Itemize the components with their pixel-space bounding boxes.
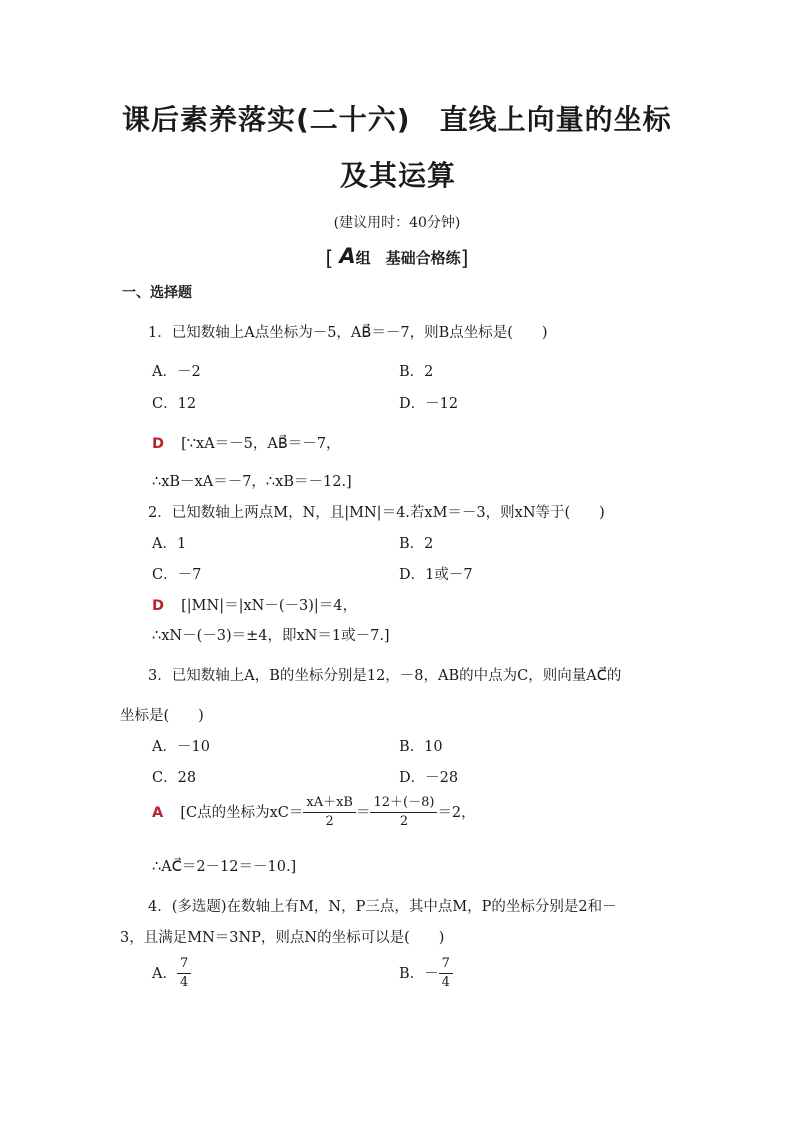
- group-bracket-left: [: [325, 246, 334, 270]
- fraction-numerator: xA＋xB: [303, 794, 356, 813]
- question-1-option-b: B．2: [399, 364, 434, 380]
- question-1-answer: [152, 432, 341, 453]
- question-1-stem: 1．已知数轴上A点坐标为－5，AB⃗＝－7，则B点坐标是( ): [148, 325, 548, 341]
- question-2-solution-line-2: ∴xN－(－3)＝±4，即xN＝1或－7.]: [152, 628, 390, 644]
- page-title-line-1: 课后素养落实(二十六) 直线上向量的坐标: [122, 103, 672, 136]
- solution-text: [C点的坐标为xC＝: [180, 805, 304, 821]
- question-3-option-b: B．10: [399, 739, 443, 755]
- question-2-option-a: A．1: [152, 536, 187, 552]
- question-2-answer: [152, 594, 357, 615]
- option-fraction: [439, 955, 453, 992]
- midpoint-fraction-1: [303, 794, 356, 831]
- suggested-time: (建议用时：40分钟): [333, 215, 461, 231]
- solution-result: ＝2，: [437, 805, 476, 821]
- answer-letter: A: [152, 805, 164, 821]
- question-2-option-d: D．1或－7: [399, 567, 473, 583]
- group-label: 组 基础合格练: [355, 249, 461, 267]
- question-3-solution-line-2: ∴AC⃗＝2－12＝－10.]: [152, 859, 297, 875]
- section-heading: 一、选择题: [122, 285, 192, 301]
- option-label: B．－: [399, 966, 439, 982]
- question-1-solution-line-2: ∴xB－xA＝－7，∴xB＝－12.]: [152, 474, 352, 490]
- question-1-option-a: A．－2: [152, 364, 201, 380]
- solution-text: [∵xA＝－5，AB⃗＝－7，: [181, 436, 341, 452]
- fraction-denominator: 4: [179, 975, 189, 990]
- midpoint-fraction-2: [370, 794, 437, 831]
- fraction-denominator: 4: [441, 975, 450, 990]
- fraction-denominator: 2: [399, 814, 409, 829]
- question-2-option-c: C．－7: [152, 567, 202, 583]
- fraction-denominator: 2: [325, 814, 334, 829]
- question-1-option-d: D．－12: [399, 396, 459, 412]
- question-3-option-d: D．－28: [399, 770, 459, 786]
- question-4-stem-line-1: 4．(多选题)在数轴上有M，N，P三点，其中点M，P的坐标分别是2和－: [148, 899, 617, 915]
- question-3-answer: A [C点的坐标为xC＝ $\frac{xA+xB}{2}$ ＝ $\frac{12+(-8)}{2}$ ＝2，: [152, 795, 476, 829]
- fraction-numerator: 12＋(－8): [370, 794, 437, 813]
- question-4-option-a: [152, 955, 191, 992]
- question-3-option-c: C．28: [152, 770, 197, 786]
- fraction-numerator: 7: [177, 955, 191, 974]
- option-fraction: [177, 955, 191, 992]
- question-4-stem-line-2: 3，且满足MN＝3NP，则点N的坐标可以是( ): [120, 930, 445, 946]
- group-bracket-right: ]: [460, 246, 469, 270]
- question-4-option-b: [399, 955, 453, 992]
- solution-text: [|MN|＝|xN－(－3)|＝4，: [181, 598, 358, 614]
- page-title-line-2: 及其运算: [340, 159, 457, 192]
- question-2-stem: 2．已知数轴上两点M，N，且|MN|＝4.若xM＝－3，则xN等于( ): [148, 505, 605, 521]
- question-3-stem-line-1: 3．已知数轴上A，B的坐标分别是12，－8，AB的中点为C，则向量AC⃗的: [148, 668, 622, 684]
- group-letter: A: [339, 244, 356, 268]
- question-3-option-a: A．－10: [152, 739, 210, 755]
- group-heading: [0, 244, 794, 270]
- question-1-option-c: C．12: [152, 396, 197, 412]
- option-label: A．: [152, 966, 177, 982]
- question-3-stem-line-2: 坐标是( ): [120, 708, 204, 724]
- answer-letter: D: [152, 436, 165, 452]
- question-2-option-b: B．2: [399, 536, 434, 552]
- answer-letter: D: [152, 598, 165, 614]
- fraction-numerator: 7: [439, 955, 453, 974]
